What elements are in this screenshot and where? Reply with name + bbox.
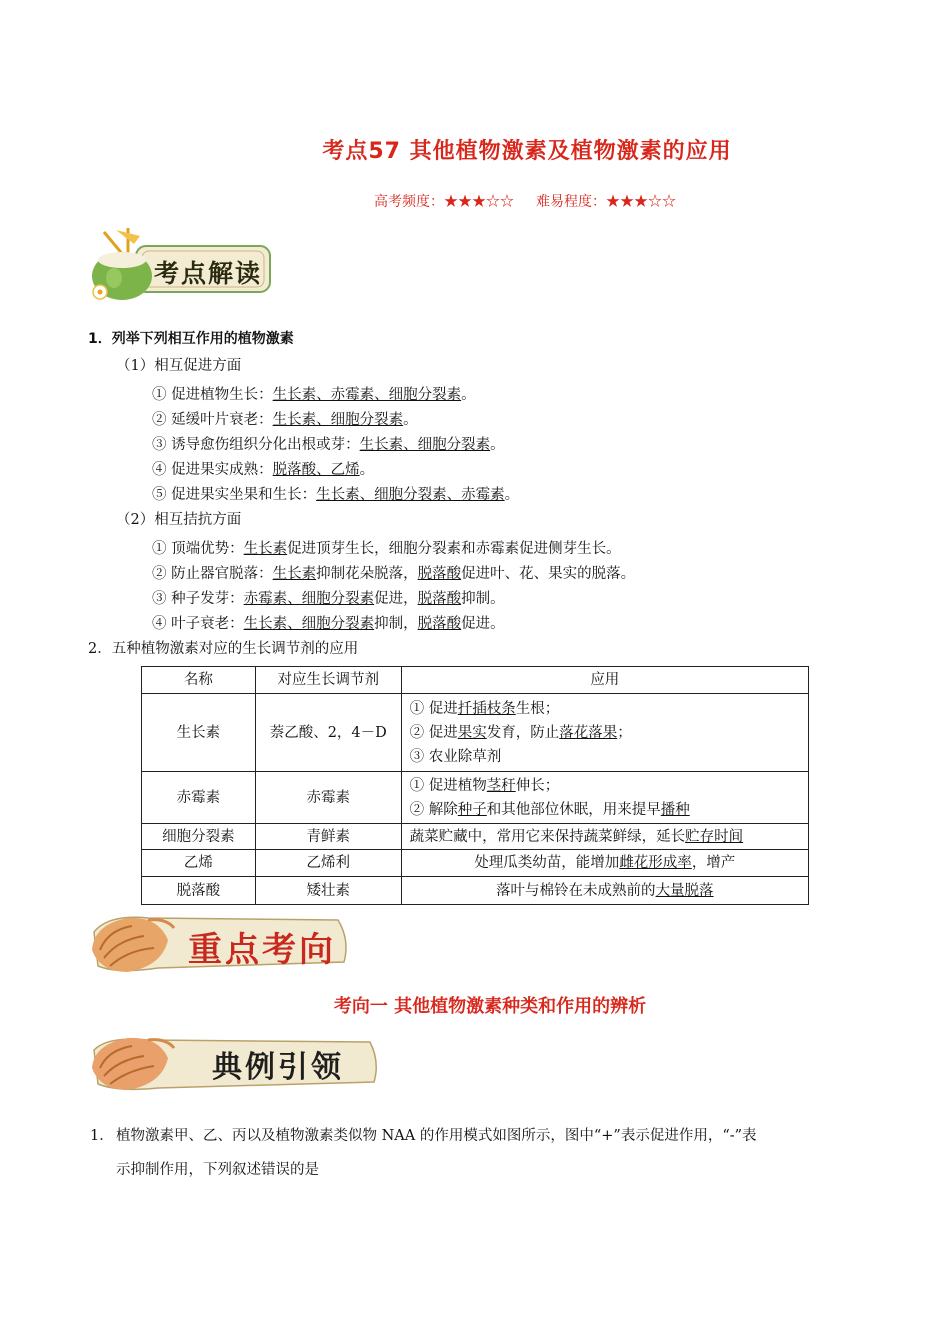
table-cell: 处理瓜类幼苗，能增加雌花形成率，增产 bbox=[401, 850, 808, 877]
list-item: ③ 种子发芽：赤霉素、细胞分裂素促进，脱落酸抑制。 bbox=[152, 591, 505, 607]
table-row bbox=[142, 850, 809, 877]
difficulty-line bbox=[0, 191, 950, 211]
table-row bbox=[142, 772, 809, 824]
table-cell: 赤霉素 bbox=[255, 772, 401, 824]
table-cell: 脱落酸 bbox=[142, 877, 256, 905]
table-header: 名称 bbox=[142, 667, 256, 694]
freq-stars: ★★★☆☆ bbox=[444, 194, 514, 210]
table-cell: 落叶与棉铃在未成熟前的大量脱落 bbox=[401, 877, 808, 905]
list-item: ④ 促进果实成熟：脱落酸、乙烯。 bbox=[152, 462, 375, 478]
table-cell: 细胞分裂素 bbox=[142, 824, 256, 850]
table-cell: 乙烯利 bbox=[255, 850, 401, 877]
badge-label: 重点考向 bbox=[188, 930, 336, 970]
badge-label: 典例引领 bbox=[212, 1050, 344, 1085]
badge-kaodian-jiedu bbox=[88, 226, 278, 302]
list-item: ① 促进植物生长：生长素、赤霉素、细胞分裂素。 bbox=[152, 387, 476, 403]
table-header: 对应生长调节剂 bbox=[255, 667, 401, 694]
section1-heading: 1．列举下列相互作用的植物激素 bbox=[88, 331, 294, 347]
badge-dianli-yinling bbox=[88, 1030, 383, 1096]
direction-title: 考向一 其他植物激素种类和作用的辨析 bbox=[333, 996, 647, 1017]
section2-heading: 2．五种植物激素对应的生长调节剂的应用 bbox=[88, 641, 359, 657]
page-title: 考点57 其他植物激素及植物激素的应用 bbox=[322, 139, 732, 164]
table-row bbox=[142, 694, 809, 772]
badge-label: 考点解读 bbox=[153, 259, 262, 288]
diff-label: 难易程度： bbox=[536, 194, 606, 210]
table-cell: ① 促进植物茎秆伸长； ② 解除种子和其他部位休眠，用来提早播种 bbox=[401, 772, 808, 824]
badge-zhongdian-kaoxiang bbox=[88, 910, 358, 978]
question-text: 植物激素甲、乙、丙以及植物激素类似物 NAA 的作用模式如图所示，图中“+”表示促进作用，“-”表 bbox=[116, 1128, 757, 1144]
list-item: ② 延缓叶片衰老：生长素、细胞分裂素。 bbox=[152, 412, 418, 428]
list-item: ① 顶端优势：生长素促进顶芽生长，细胞分裂素和赤霉素促进侧芽生长。 bbox=[152, 541, 621, 557]
question-block bbox=[90, 1119, 870, 1187]
question-number: 1． bbox=[90, 1128, 114, 1144]
question-text: 示抑制作用，下列叙述错误的是 bbox=[116, 1162, 319, 1178]
regulator-table bbox=[141, 666, 809, 905]
sub-heading-antagonize: （2）相互拮抗方面 bbox=[116, 512, 242, 528]
freq-label: 高考频度： bbox=[374, 194, 444, 210]
table-cell: 赤霉素 bbox=[142, 772, 256, 824]
table-row bbox=[142, 877, 809, 905]
list-item: ④ 叶子衰老：生长素、细胞分裂素抑制，脱落酸促进。 bbox=[152, 616, 505, 632]
table-cell: 生长素 bbox=[142, 694, 256, 772]
table-cell: 乙烯 bbox=[142, 850, 256, 877]
list-item: ⑤ 促进果实坐果和生长：生长素、细胞分裂素、赤霉素。 bbox=[152, 487, 520, 503]
table-row bbox=[142, 824, 809, 850]
diff-stars: ★★★☆☆ bbox=[606, 194, 676, 210]
sub-heading-promote: （1）相互促进方面 bbox=[116, 358, 242, 374]
table-cell: 矮壮素 bbox=[255, 877, 401, 905]
table-cell: 青鲜素 bbox=[255, 824, 401, 850]
list-item: ③ 诱导愈伤组织分化出根或芽：生长素、细胞分裂素。 bbox=[152, 437, 505, 453]
table-cell: 蔬菜贮藏中，常用它来保持蔬菜鲜绿，延长贮存时间 bbox=[401, 824, 808, 850]
table-cell: ① 促进扦插枝条生根； ② 促进果实发育，防止落花落果； ③ 农业除草剂 bbox=[401, 694, 808, 772]
list-item: ② 防止器官脱落：生长素抑制花朵脱落，脱落酸促进叶、花、果实的脱落。 bbox=[152, 566, 636, 582]
table-header-row bbox=[142, 667, 809, 694]
table-cell: 萘乙酸、2，4－D bbox=[255, 694, 401, 772]
table-header: 应用 bbox=[401, 667, 808, 694]
